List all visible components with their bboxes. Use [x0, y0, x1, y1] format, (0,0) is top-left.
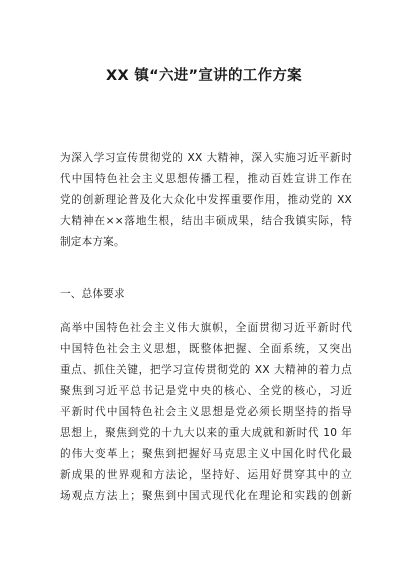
section-line: 新成果的世界观和方法论，坚持好、运用好贯穿其中的立: [60, 469, 352, 481]
section-line: 平新时代中国特色社会主义思想是党必须长期坚持的指导: [60, 406, 352, 418]
section-line: 聚焦到习近平总书记是党中央的核心、全党的核心，习近: [60, 385, 352, 397]
section-paragraph: [60, 318, 352, 507]
section-line: 场观点方法上；聚焦到中国式现代化在理论和实践的创新: [60, 490, 352, 502]
intro-line: 制定本方案。: [60, 236, 125, 248]
intro-line: 大精神在××落地生根，结出丰硕成果，结合我镇实际，特: [60, 215, 352, 227]
intro-line: 党的创新理论普及化大众化中发挥重要作用，推动党的 XX: [60, 194, 352, 206]
section-line: 重点、抓住关键，把学习宣传贯彻党的 XX 大精神的着力点: [60, 364, 352, 376]
section-line: 思想上，聚焦到党的十九大以来的重大成就和新时代 10 年: [60, 427, 352, 439]
intro-line: 代中国特色社会主义思想传播工程，推动百姓宣讲工作在: [60, 173, 352, 185]
section-line: 的伟大变革上；聚焦到把握好马克思主义中国化时代化最: [60, 448, 352, 460]
section-line: 中国特色社会主义思想，既整体把握、全面系统，又突出: [60, 343, 352, 355]
section-line: 高举中国特色社会主义伟大旗帜，全面贯彻习近平新时代: [60, 322, 352, 334]
document-title: XX 镇“六进”宣讲的工作方案: [106, 68, 302, 84]
intro-line: 为深入学习宣传贯彻党的 XX 大精神，深入实施习近平新时: [60, 152, 352, 164]
section-heading: 一、总体要求: [60, 288, 125, 300]
intro-paragraph: [60, 148, 352, 253]
